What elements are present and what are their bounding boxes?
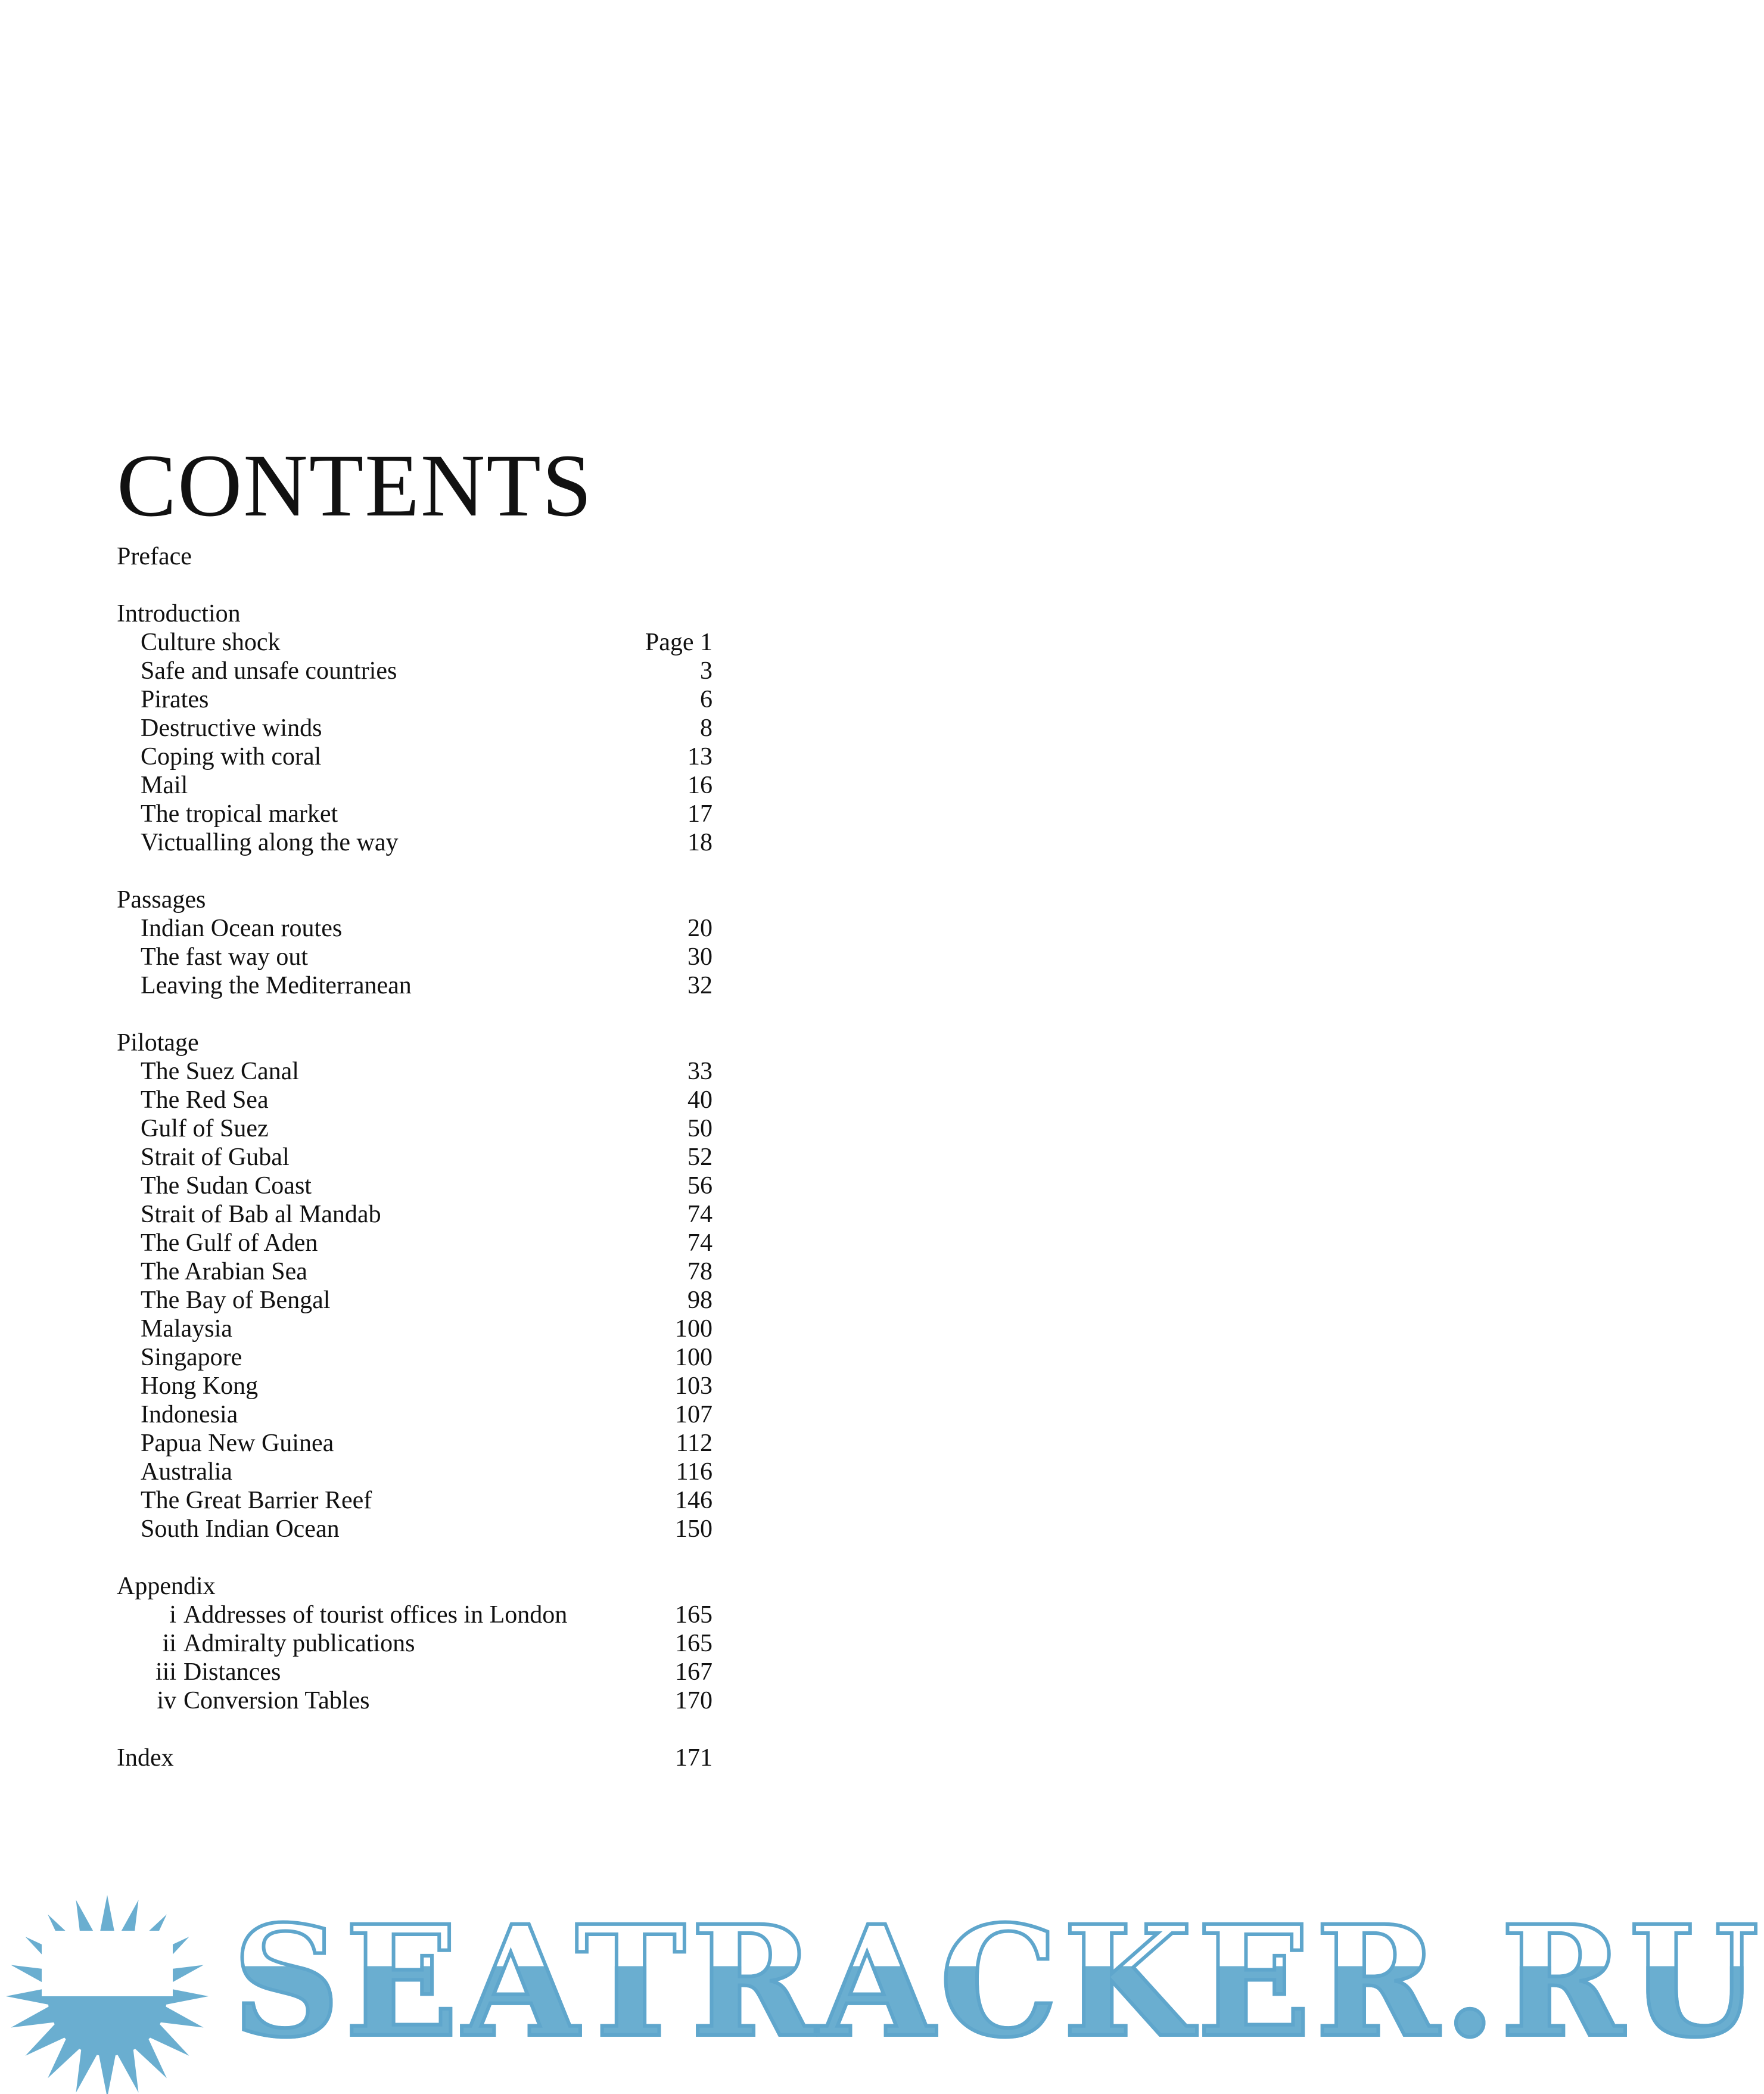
toc-entry-label: Conversion Tables — [183, 1687, 370, 1714]
toc-entry-page: 3 — [700, 657, 713, 685]
toc-section-appendix[interactable] — [117, 1572, 713, 1601]
toc-entry-page: 52 — [687, 1144, 713, 1171]
toc-entry-label: Papua New Guinea — [141, 1430, 334, 1457]
toc-entry[interactable] — [117, 1343, 713, 1372]
toc-entry[interactable] — [117, 1372, 713, 1400]
toc-entry-label: The fast way out — [141, 943, 309, 971]
toc-entry-label: Admiralty publications — [183, 1630, 415, 1657]
toc-entry[interactable] — [117, 1686, 713, 1715]
toc-entry[interactable] — [117, 1400, 713, 1429]
sunburst-highlight — [42, 1931, 173, 1996]
toc-entry-page: 103 — [675, 1372, 713, 1400]
toc-entry-label: Indian Ocean routes — [141, 915, 343, 942]
toc-entry-label: The tropical market — [141, 800, 338, 828]
section-gap — [117, 1543, 713, 1572]
watermark-text: SEATRACKER.RU — [232, 1892, 1764, 2071]
toc-entry-page: 100 — [675, 1315, 713, 1343]
table-of-contents — [117, 542, 713, 1772]
toc-entry-label: Distances — [183, 1658, 281, 1686]
toc-entry[interactable] — [117, 1629, 713, 1658]
toc-entry-label: Strait of Bab al Mandab — [141, 1201, 381, 1228]
toc-section-introduction[interactable] — [117, 599, 713, 628]
toc-entry[interactable] — [117, 685, 713, 714]
toc-entry-label: Addresses of tourist offices in London — [183, 1601, 568, 1629]
toc-entry-page: 6 — [700, 686, 713, 713]
toc-entry[interactable] — [117, 1429, 713, 1458]
toc-section-label: Pilotage — [117, 1029, 199, 1057]
toc-entry[interactable] — [117, 1114, 713, 1143]
toc-entry[interactable] — [117, 1486, 713, 1515]
toc-entry-page: 98 — [687, 1287, 713, 1314]
toc-section-preface[interactable] — [117, 542, 713, 571]
toc-entry-page: 16 — [687, 772, 713, 799]
toc-entry-page: 150 — [675, 1515, 713, 1543]
toc-entry-label: Safe and unsafe countries — [141, 657, 397, 685]
toc-entry[interactable] — [117, 1601, 713, 1629]
toc-entry[interactable] — [117, 1229, 713, 1257]
toc-entry-page: 56 — [687, 1172, 713, 1200]
toc-entry[interactable] — [117, 828, 713, 857]
toc-entry-page: 50 — [687, 1115, 713, 1142]
toc-entry-page: 167 — [675, 1658, 713, 1686]
toc-entry-label: Destructive winds — [141, 714, 322, 742]
section-gap — [117, 571, 713, 599]
appendix-numeral: iv — [157, 1687, 176, 1714]
toc-entry-page: 20 — [687, 915, 713, 942]
toc-entry-label: The Sudan Coast — [141, 1172, 312, 1200]
toc-entry-page: 171 — [675, 1744, 713, 1772]
appendix-numeral: iii — [155, 1658, 176, 1686]
toc-entry-page: 8 — [700, 714, 713, 742]
toc-entry[interactable] — [117, 1143, 713, 1172]
section-gap — [117, 857, 713, 886]
toc-entry-page: 18 — [687, 829, 713, 856]
toc-entry[interactable] — [117, 1172, 713, 1200]
toc-entry-label: Gulf of Suez — [141, 1115, 269, 1142]
toc-entry[interactable] — [117, 1200, 713, 1229]
page-title: CONTENTS — [117, 436, 593, 535]
toc-entry[interactable] — [117, 971, 713, 1000]
toc-section-label: Index — [117, 1744, 174, 1772]
toc-entry-label: Pirates — [141, 686, 209, 713]
sunburst-icon — [6, 1895, 209, 2094]
toc-section-index[interactable] — [117, 1744, 713, 1772]
toc-entry-label: The Great Barrier Reef — [141, 1487, 372, 1514]
toc-entry[interactable] — [117, 943, 713, 971]
toc-entry[interactable] — [117, 628, 713, 657]
toc-entry-page: 170 — [675, 1687, 713, 1714]
toc-entry[interactable] — [117, 1315, 713, 1343]
toc-entry-label: Singapore — [141, 1344, 242, 1371]
toc-entry[interactable] — [117, 1458, 713, 1486]
toc-entry-label: The Suez Canal — [141, 1058, 299, 1085]
toc-entry-label: Malaysia — [141, 1315, 232, 1343]
toc-entry[interactable] — [117, 1086, 713, 1114]
toc-entry-label: Coping with coral — [141, 743, 322, 771]
toc-entry-page: 116 — [676, 1458, 713, 1486]
toc-section-pilotage[interactable] — [117, 1029, 713, 1057]
toc-entry[interactable] — [117, 714, 713, 742]
toc-entry[interactable] — [117, 771, 713, 800]
appendix-numeral: i — [169, 1601, 176, 1629]
toc-entry-label: Australia — [141, 1458, 232, 1486]
toc-entry-page: 146 — [675, 1487, 713, 1514]
toc-entry-page: 33 — [687, 1058, 713, 1085]
toc-entry-page: 17 — [687, 800, 713, 828]
toc-entry-page: 32 — [687, 972, 713, 999]
toc-entry-page: 107 — [675, 1401, 713, 1428]
toc-entry-page: 100 — [675, 1344, 713, 1371]
toc-entry-page: 40 — [687, 1086, 713, 1114]
toc-entry-label: Victualling along the way — [141, 829, 399, 856]
toc-entry[interactable] — [117, 1658, 713, 1686]
toc-entry-label: Leaving the Mediterranean — [141, 972, 412, 999]
toc-entry-label: The Bay of Bengal — [141, 1287, 331, 1314]
toc-entry-page: 165 — [675, 1630, 713, 1657]
toc-entry-page: 112 — [676, 1430, 713, 1457]
toc-entry-label: South Indian Ocean — [141, 1515, 340, 1543]
toc-entry-label: Indonesia — [141, 1401, 238, 1428]
toc-entry-page: 74 — [687, 1229, 713, 1257]
toc-entry-label: Mail — [141, 772, 188, 799]
toc-entry-page: 74 — [687, 1201, 713, 1228]
appendix-numeral: ii — [162, 1630, 176, 1657]
section-gap — [117, 1000, 713, 1029]
toc-section-label: Introduction — [117, 600, 241, 627]
toc-entry[interactable] — [117, 800, 713, 828]
toc-entry-label: Culture shock — [141, 629, 281, 656]
toc-entry[interactable] — [117, 1057, 713, 1086]
toc-entry[interactable] — [117, 1286, 713, 1315]
toc-entry-page: 30 — [687, 943, 713, 971]
toc-entry-label: The Arabian Sea — [141, 1258, 307, 1285]
toc-entry[interactable] — [117, 742, 713, 771]
toc-entry-page: Page 1 — [645, 629, 713, 656]
toc-entry[interactable] — [117, 914, 713, 943]
toc-entry-label: The Red Sea — [141, 1086, 269, 1114]
toc-section-label: Appendix — [117, 1573, 216, 1600]
toc-entry-label: Hong Kong — [141, 1372, 259, 1400]
toc-entry-label: Strait of Gubal — [141, 1144, 290, 1171]
toc-entry-page: 78 — [687, 1258, 713, 1285]
toc-section-label: Preface — [117, 543, 192, 570]
toc-entry[interactable] — [117, 1257, 713, 1286]
toc-entry[interactable] — [117, 1515, 713, 1543]
section-gap — [117, 1715, 713, 1744]
toc-entry-label: The Gulf of Aden — [141, 1229, 318, 1257]
toc-entry[interactable] — [117, 657, 713, 685]
toc-entry-page: 13 — [687, 743, 713, 771]
toc-section-passages[interactable] — [117, 886, 713, 914]
toc-entry-page: 165 — [675, 1601, 713, 1629]
toc-section-label: Passages — [117, 886, 206, 914]
